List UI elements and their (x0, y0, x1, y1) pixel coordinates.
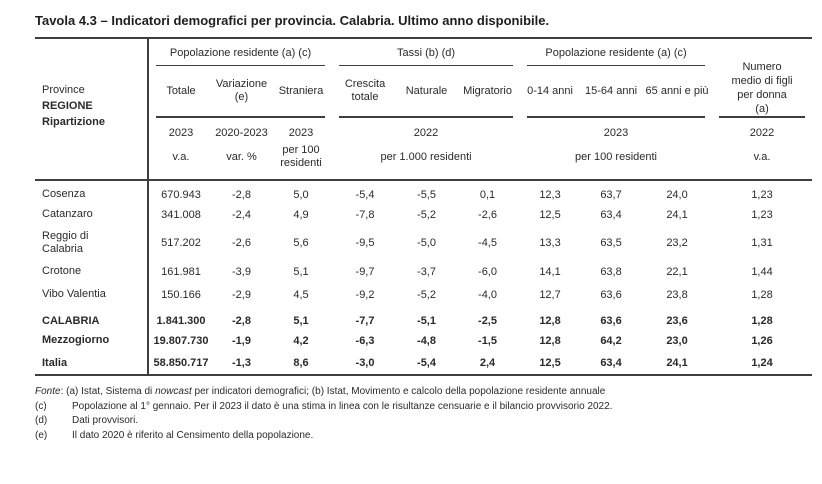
fonte-text-2: per indicatori demografici; (b) Istat, Movimento e calcolo della popolazione residente annuale (191, 386, 606, 397)
year-variazione: 2020-2023 (215, 127, 268, 139)
stub-line-ripartizione: Ripartizione (42, 116, 105, 128)
cell: 63,7 (600, 188, 622, 201)
cell: -2,5 (478, 315, 497, 327)
year-straniera: 2023 (288, 127, 314, 139)
cell: 12,8 (539, 334, 561, 347)
cell: 23,6 (666, 315, 688, 327)
cell: 63,6 (600, 315, 622, 327)
cell: 8,6 (270, 352, 332, 375)
cell: -4,8 (417, 334, 436, 347)
cell: -3,0 (332, 352, 398, 375)
cell: 1,26 (751, 334, 773, 347)
unit-totale: v.a. (148, 141, 213, 180)
cell: -5,1 (417, 315, 436, 327)
stub-line-province: Province (42, 84, 85, 96)
year-totale: 2023 (168, 127, 194, 139)
cell: -9,2 (355, 288, 375, 301)
note-text: Popolazione al 1° gennaio. Per il 2023 il dato è una stima in linea con le risultanze censuarie e il bilancio provvisorio 2022. (72, 400, 613, 412)
cell: -1,5 (478, 334, 497, 347)
note-text: Il dato 2020 è riferito al Censimento della popolazione. (72, 429, 314, 441)
note-e (35, 429, 812, 444)
cell: 23,0 (666, 334, 688, 347)
cell: 0,1 (479, 188, 496, 201)
cell: 63,4 (600, 208, 622, 221)
note-key: (c) (35, 400, 47, 412)
cell: -2,8 (232, 315, 251, 327)
cell: 517.202 (161, 237, 201, 249)
cell: -3,9 (232, 265, 251, 278)
cell: 1,23 (751, 188, 773, 201)
row-catanzaro (35, 203, 812, 226)
cell: -1,9 (232, 334, 251, 347)
cell: -5,2 (417, 288, 436, 301)
demographic-table (35, 37, 812, 376)
cell: 12,5 (520, 352, 580, 375)
cell: -2,4 (232, 208, 251, 221)
note-fonte (35, 385, 812, 400)
cell: -4,5 (478, 237, 497, 249)
cell: 1,44 (751, 265, 773, 278)
col-header-crescita-totale: Crescita totale (344, 78, 386, 103)
row-label: Italia (35, 352, 148, 375)
cell: -3,7 (417, 265, 436, 278)
cell: 23,8 (666, 288, 688, 301)
unit-row (35, 141, 812, 180)
stub-line-regione: REGIONE (42, 100, 93, 112)
row-reggio-di-calabria (35, 226, 812, 260)
cell: 4,9 (293, 208, 309, 221)
cell: 341.008 (161, 208, 201, 221)
cell: 5,1 (293, 265, 309, 278)
cell: 23,2 (666, 237, 688, 249)
fonte-label: Fonte (35, 386, 61, 397)
cell: 63,5 (600, 237, 622, 249)
cell: 2,4 (455, 352, 520, 375)
cell: 24,1 (642, 352, 712, 375)
group-header-popolazione-2: Popolazione residente (a) (c) (520, 38, 712, 66)
cell: 1,31 (751, 237, 773, 249)
cell: 14,1 (539, 265, 561, 278)
col-header-naturale: Naturale (405, 84, 448, 97)
cell: -5,2 (417, 208, 436, 221)
row-label: Vibo Valentia (35, 283, 148, 306)
cell: 24,1 (666, 208, 688, 221)
row-label: Reggio di Calabria (35, 226, 148, 260)
group-header-figli-per-donna: Numero medio di figli per donna (a) (731, 61, 793, 115)
row-calabria-total (35, 306, 812, 329)
cell: -9,5 (355, 237, 375, 249)
note-c (35, 400, 812, 415)
cell: 4,5 (293, 288, 309, 301)
year-tassi: 2022 (413, 127, 439, 139)
row-cosenza (35, 180, 812, 203)
subcolumn-header-row (35, 66, 812, 116)
cell: 12,7 (539, 288, 561, 301)
col-header-migratorio: Migratorio (463, 84, 512, 97)
cell: 670.943 (161, 188, 201, 201)
cell: 12,8 (539, 315, 561, 327)
col-header-15-64-anni: 15-64 anni (585, 84, 638, 97)
cell: 1,24 (712, 352, 812, 375)
unit-tassi: per 1.000 residenti (332, 141, 520, 180)
cell: -2,9 (232, 288, 251, 301)
row-label: CALABRIA (35, 306, 148, 329)
cell: 12,3 (539, 188, 561, 201)
group-header-tassi: Tassi (b) (d) (332, 38, 520, 66)
row-label: Catanzaro (35, 203, 148, 226)
cell: 5,0 (293, 188, 309, 201)
year-figli: 2022 (749, 127, 775, 139)
cell: -2,6 (232, 237, 251, 249)
cell: -7,7 (355, 315, 375, 327)
page-title: Tavola 4.3 – Indicatori demografici per provincia. Calabria. Ultimo anno disponibile. (35, 13, 550, 28)
row-label: Crotone (35, 260, 148, 283)
cell: 150.166 (161, 288, 201, 301)
row-label: Cosenza (35, 180, 148, 203)
cell: 1.841.300 (156, 315, 206, 327)
stub-header (35, 38, 148, 180)
cell: -1,3 (213, 352, 270, 375)
note-d (35, 414, 812, 429)
cell: 22,1 (666, 265, 688, 278)
row-label: Mezzogiorno (35, 329, 148, 352)
cell: 161.981 (161, 265, 201, 278)
col-header-totale: Totale (166, 84, 196, 97)
cell: 1,23 (751, 208, 773, 221)
col-header-variazione: Variazione (e) (215, 78, 268, 103)
unit-straniera: per 100 residenti (270, 141, 332, 180)
note-key: (e) (35, 429, 48, 441)
group-header-popolazione-1: Popolazione residente (a) (c) (148, 38, 332, 66)
cell: -9,7 (355, 265, 375, 278)
cell: 5,6 (293, 237, 309, 249)
cell: -6,0 (478, 265, 497, 278)
col-header-0-14-anni: 0-14 anni (527, 84, 573, 97)
year-eta: 2023 (603, 127, 629, 139)
fonte-nowcast: nowcast (155, 386, 192, 397)
cell: 1,28 (751, 315, 773, 327)
note-key: (d) (35, 415, 48, 426)
col-header-straniera: Straniera (278, 84, 324, 97)
cell: -6,3 (355, 334, 375, 347)
cell: -2,8 (232, 188, 251, 201)
cell: -2,6 (478, 208, 497, 221)
cell: -7,8 (355, 208, 375, 221)
year-row (35, 118, 812, 141)
fonte-text-1: : (a) Istat, Sistema di (60, 386, 156, 397)
group-header-row (35, 38, 812, 66)
row-vibo-valentia (35, 283, 812, 306)
unit-eta: per 100 residenti (520, 141, 712, 180)
notes (35, 385, 812, 443)
cell: -5,4 (398, 352, 455, 375)
cell: 1,28 (751, 288, 773, 301)
row-crotone (35, 260, 812, 283)
cell: 4,2 (293, 334, 309, 347)
col-header-65-anni-e-piu: 65 anni e più (645, 84, 709, 97)
cell: 58.850.717 (148, 352, 213, 375)
unit-variazione: var. % (213, 141, 270, 180)
cell: 12,5 (539, 208, 561, 221)
cell: -5,0 (417, 237, 436, 249)
cell: 13,3 (539, 237, 561, 249)
row-italia (35, 352, 812, 375)
cell: -4,0 (478, 288, 497, 301)
cell: 63,6 (600, 288, 622, 301)
cell: 5,1 (293, 315, 309, 327)
cell: -5,4 (355, 188, 375, 201)
row-mezzogiorno (35, 329, 812, 352)
cell: 24,0 (666, 188, 688, 201)
cell: 19.807.730 (153, 334, 209, 347)
cell: 63,8 (600, 265, 622, 278)
cell: -5,5 (417, 188, 436, 201)
unit-figli: v.a. (712, 141, 812, 180)
cell: 63,4 (580, 352, 642, 375)
note-text: Dati provvisori. (72, 415, 139, 426)
cell: 64,2 (600, 334, 622, 347)
